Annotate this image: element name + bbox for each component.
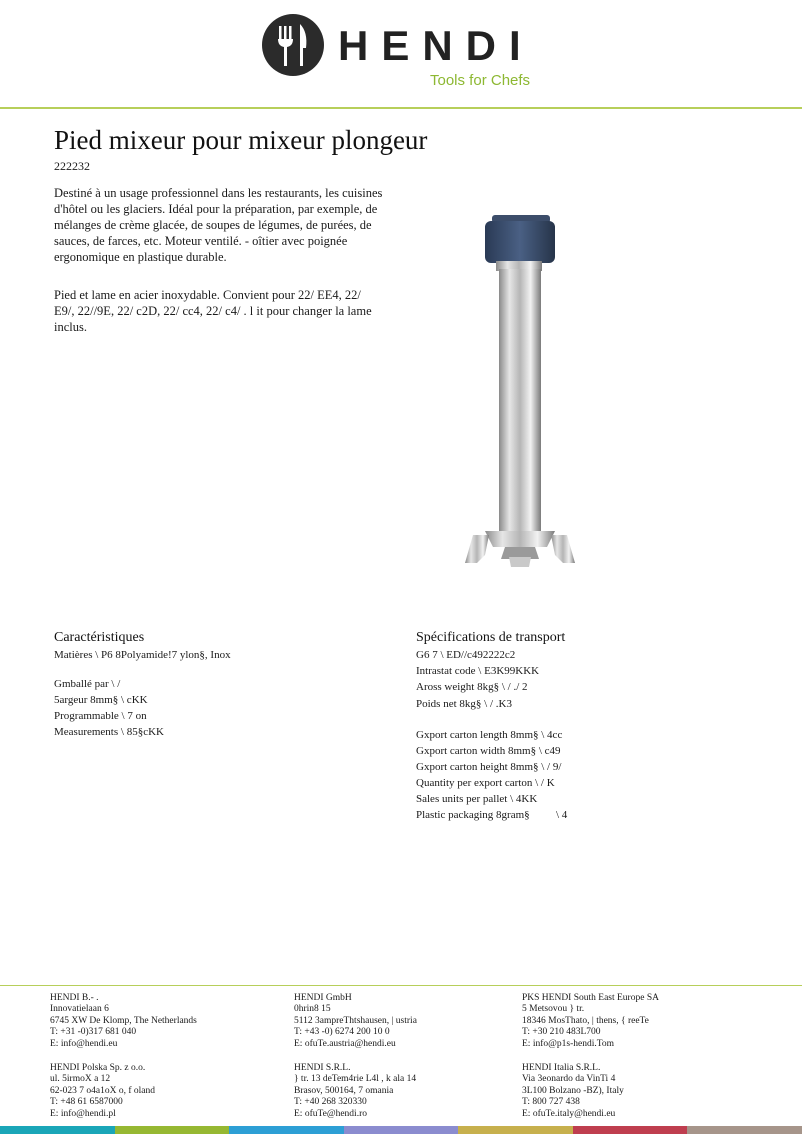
email: E: info@hendi.pl bbox=[50, 1108, 116, 1119]
phone: T: +48 61 6587000 bbox=[50, 1097, 123, 1108]
product-sku: 222232 bbox=[54, 159, 90, 173]
page-header bbox=[0, 0, 802, 108]
address-line: 62-023 7 o4a1oX o, f oland bbox=[50, 1085, 156, 1096]
phone: T: +30 210 483L700 bbox=[522, 1027, 601, 1038]
transport-row: Plastic packaging 8gram§ bbox=[416, 809, 530, 821]
transport-row: Aross weight 8kg§ \ / ./ 2 bbox=[416, 681, 528, 693]
address-line: Innovatielaan 6 bbox=[50, 1004, 109, 1015]
email: E: info@p1s-hendi.Tom bbox=[522, 1038, 614, 1049]
color-bar-segment bbox=[115, 1126, 230, 1134]
footer-color-bar bbox=[0, 1126, 802, 1134]
transport-row: Gxport carton length 8mm§ \ 4cc bbox=[416, 729, 563, 741]
address-line: 0hrin8 15 bbox=[294, 1004, 331, 1015]
email: E: ofuTe.italy@hendi.eu bbox=[522, 1108, 616, 1119]
company-name: HENDI B.- . bbox=[50, 993, 99, 1003]
address-line: 5112 3ampreThtshausen, | ustria bbox=[294, 1015, 417, 1026]
characteristic-row: 5argeur 8mm§ \ cKK bbox=[54, 694, 148, 706]
address-block-greece bbox=[522, 993, 659, 1050]
email: E: info@hendi.eu bbox=[50, 1038, 118, 1049]
footer-column-1 bbox=[50, 993, 197, 1133]
email: E: ofuTe.austria@hendi.eu bbox=[294, 1038, 396, 1049]
transport-title: Spécifications de transport bbox=[416, 630, 566, 645]
company-name: PKS HENDI South East Europe SA bbox=[522, 993, 659, 1003]
color-bar-segment bbox=[344, 1126, 459, 1134]
address-line: ul. 5irmoX a 12 bbox=[50, 1074, 111, 1085]
address-block-netherlands bbox=[50, 993, 197, 1050]
color-bar-segment bbox=[573, 1126, 688, 1134]
transport-row: Intrastat code \ E3K99KKK bbox=[416, 665, 540, 677]
page-title: Pied mixeur pour mixeur plongeur bbox=[54, 125, 428, 155]
address-line: 3L100 Bolzano -BZ), Italy bbox=[522, 1085, 624, 1096]
header-divider bbox=[0, 107, 802, 109]
transport-row: Poids net 8kg§ \ / .K3 bbox=[416, 698, 512, 710]
footer-column-2 bbox=[294, 993, 417, 1133]
transport-row: Gxport carton height 8mm§ \ / 9/ bbox=[416, 761, 562, 773]
footer-column-3 bbox=[522, 993, 659, 1133]
transport-row: G6 7 \ ED//c492222c2 bbox=[416, 649, 516, 661]
color-bar-segment bbox=[687, 1126, 802, 1134]
address-block-poland bbox=[50, 1063, 197, 1120]
footer-divider bbox=[0, 985, 802, 986]
company-name: HENDI GmbH bbox=[294, 993, 352, 1003]
fork-knife-logo-icon bbox=[262, 14, 324, 76]
phone: T: +31 -0)317 681 040 bbox=[50, 1027, 137, 1038]
characteristic-row: Programmable \ 7 on bbox=[54, 710, 147, 722]
transport-row: Quantity per export carton \ / K bbox=[416, 777, 555, 789]
address-line: 5 Metsovou } tr. bbox=[522, 1004, 585, 1015]
color-bar-segment bbox=[229, 1126, 344, 1134]
characteristic-row: Gmballé par \ / bbox=[54, 678, 121, 690]
transport-row: Sales units per pallet \ 4KK bbox=[416, 793, 538, 805]
address-line: 6745 XW De Klomp, The Netherlands bbox=[50, 1015, 197, 1026]
transport-row: Gxport carton width 8mm§ \ c49 bbox=[416, 745, 561, 757]
brand-name: HENDI bbox=[338, 22, 534, 69]
product-description: Destiné à un usage professionnel dans les restaurants, les cuisines d'hôtel ou les glaciers. Idéal pour la préparation, par exemple, de mélanges de crème glacée, de soupes de légumes, de purées, de sauces, de farces, etc. Moteur ventilé. - oîtier avec poignée ergonomique en plastique durable. bbox=[54, 186, 383, 264]
color-bar-segment bbox=[0, 1126, 115, 1134]
address-line: } tr. 13 deTem4rie L4l , k ala 14 bbox=[294, 1074, 417, 1085]
product-image bbox=[455, 205, 590, 585]
address-block-italy bbox=[522, 1063, 659, 1120]
transport-value: \ 4 bbox=[556, 809, 568, 821]
address-line: 18346 MosThato, | thens, { reeTe bbox=[522, 1015, 649, 1026]
address-line: Brasov, 500164, 7 omania bbox=[294, 1085, 394, 1096]
brand-tagline: Tools for Chefs bbox=[430, 72, 531, 89]
address-line: Via 3eonardo da VinTi 4 bbox=[522, 1074, 616, 1085]
product-material-description: Pied et lame en acier inoxydable. Convient pour 22/ EE4, 22/ E9/, 22//9E, 22/ c2D, 22/ cc4, 22/ c4/ . l it pour changer la lame inclus. bbox=[54, 288, 372, 334]
characteristic-row: Matières \ P6 8Polyamide!7 ylon§, Inox bbox=[54, 649, 231, 661]
address-block-romania bbox=[294, 1063, 417, 1120]
company-name: HENDI Polska Sp. z o.o. bbox=[50, 1063, 146, 1074]
email: E: ofuTe@hendi.ro bbox=[294, 1108, 367, 1119]
address-block-austria bbox=[294, 993, 417, 1050]
characteristic-row: Measurements \ 85§cKK bbox=[54, 726, 164, 738]
phone: T: 800 727 438 bbox=[522, 1097, 580, 1108]
phone: T: +40 268 320330 bbox=[294, 1097, 367, 1108]
company-name: HENDI S.R.L. bbox=[294, 1063, 351, 1074]
characteristics-title: Caractéristiques bbox=[54, 630, 145, 645]
company-name: HENDI Italia S.R.L. bbox=[522, 1063, 601, 1074]
color-bar-segment bbox=[458, 1126, 573, 1134]
phone: T: +43 -0) 6274 200 10 0 bbox=[294, 1027, 390, 1038]
